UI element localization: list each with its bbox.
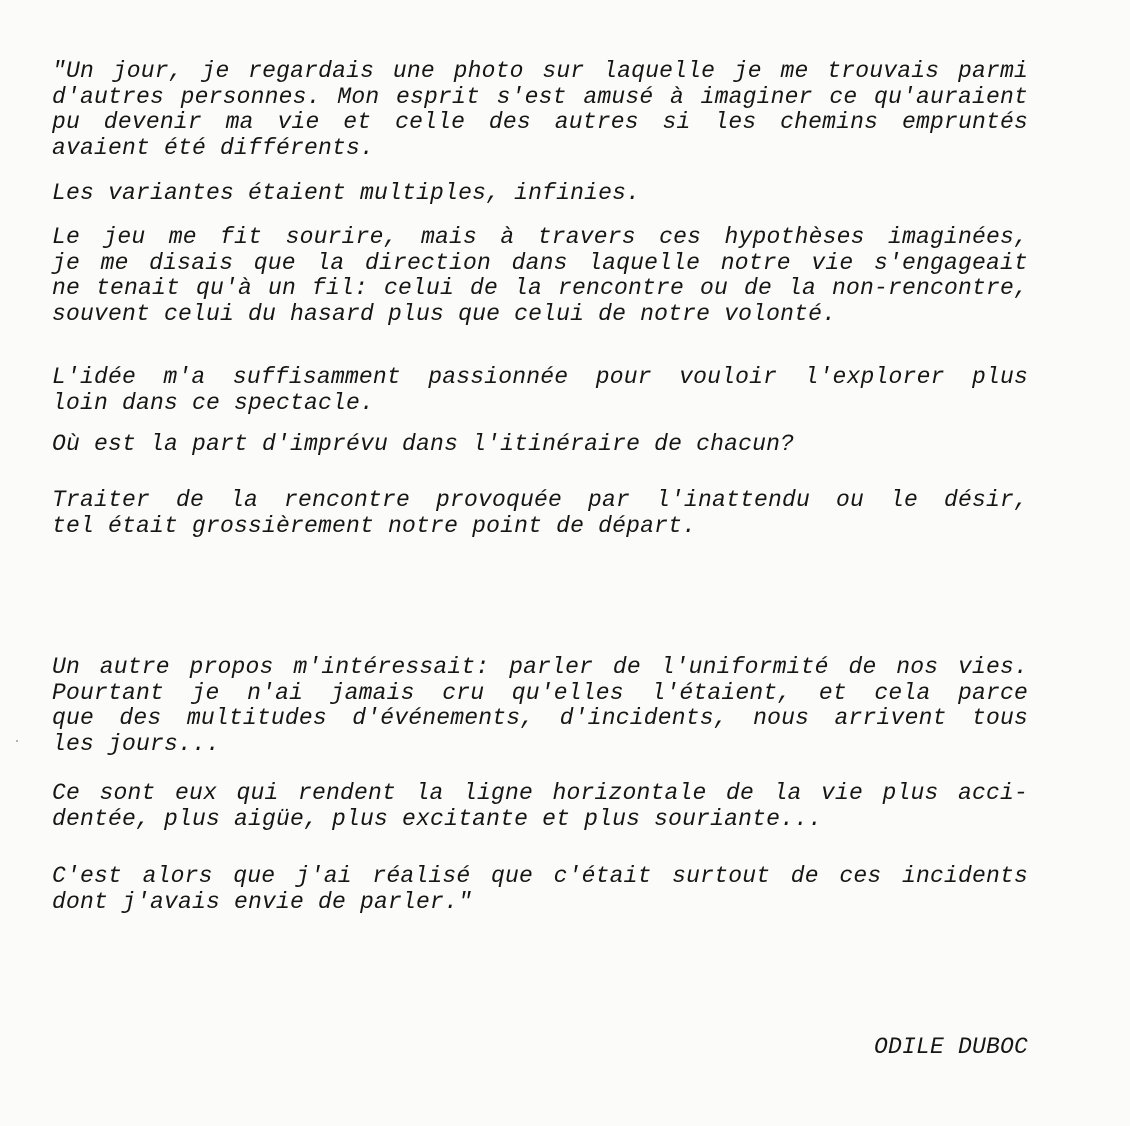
paragraph-ligne (52, 781, 1028, 832)
paragraph-incidents (52, 864, 1028, 915)
text-line: avaient été différents. (52, 134, 375, 161)
text-line: Pourtant je n'ai jamais cru qu'elles l'étaient, et cela parce (52, 679, 1028, 706)
text-line: les jours... (52, 730, 221, 757)
text-line: Ce sont eux qui rendent la ligne horizontale de la vie plus acci- (52, 780, 1028, 806)
author-signature: ODILE DUBOC (873, 1034, 1028, 1060)
text-line: ne tenait qu'à un fil: celui de la rencontre ou de la non-rencontre, (52, 275, 1028, 301)
text-line: L'idée m'a suffisamment passionnée pour vouloir l'explorer plus (52, 364, 1028, 390)
paper-speck (16, 740, 18, 742)
text-line: je me disais que la direction dans laquelle notre vie s'engageait (52, 249, 1028, 276)
text-line: loin dans ce spectacle. (52, 389, 375, 416)
paragraph-jeu (52, 225, 1028, 327)
text-line: Le jeu me fit sourire, mais à travers ces hypothèses imaginées, (52, 224, 1028, 250)
text-line: souvent celui du hasard plus que celui de notre volonté. (52, 300, 837, 327)
paragraph-variantes (52, 181, 1028, 207)
text-line: Les variantes étaient multiples, infinies. (52, 180, 641, 206)
text-line: dont j'avais envie de parler." (52, 888, 473, 915)
text-line: que des multitudes d'événements, d'incidents, nous arrivent tous (52, 705, 1028, 731)
paragraph-idee (52, 365, 1028, 416)
text-line: pu devenir ma vie et celle des autres si les chemins empruntés (52, 109, 1028, 135)
text-line: C'est alors que j'ai réalisé que c'était surtout de ces incidents (52, 863, 1028, 889)
text-line: "Un jour, je regardais une photo sur laquelle je me trouvais parmi (52, 58, 1028, 84)
text-line: tel était grossièrement notre point de départ. (52, 512, 697, 539)
text-line: Un autre propos m'intéressait: parler de l'uniformité de nos vies. (52, 654, 1028, 680)
text-line: Où est la part d'imprévu dans l'itinéraire de chacun? (52, 431, 795, 457)
text-line: Traiter de la rencontre provoquée par l'inattendu ou le désir, (52, 487, 1028, 513)
paragraph-uniformite (52, 655, 1028, 757)
text-line: d'autres personnes. Mon esprit s'est amusé à imaginer ce qu'auraient (52, 83, 1028, 110)
paragraph-imprevu (52, 432, 1028, 458)
paragraph-traiter (52, 488, 1028, 539)
text-line: dentée, plus aigüe, plus excitante et plus souriante... (52, 805, 823, 832)
paragraph-photo (52, 59, 1028, 161)
